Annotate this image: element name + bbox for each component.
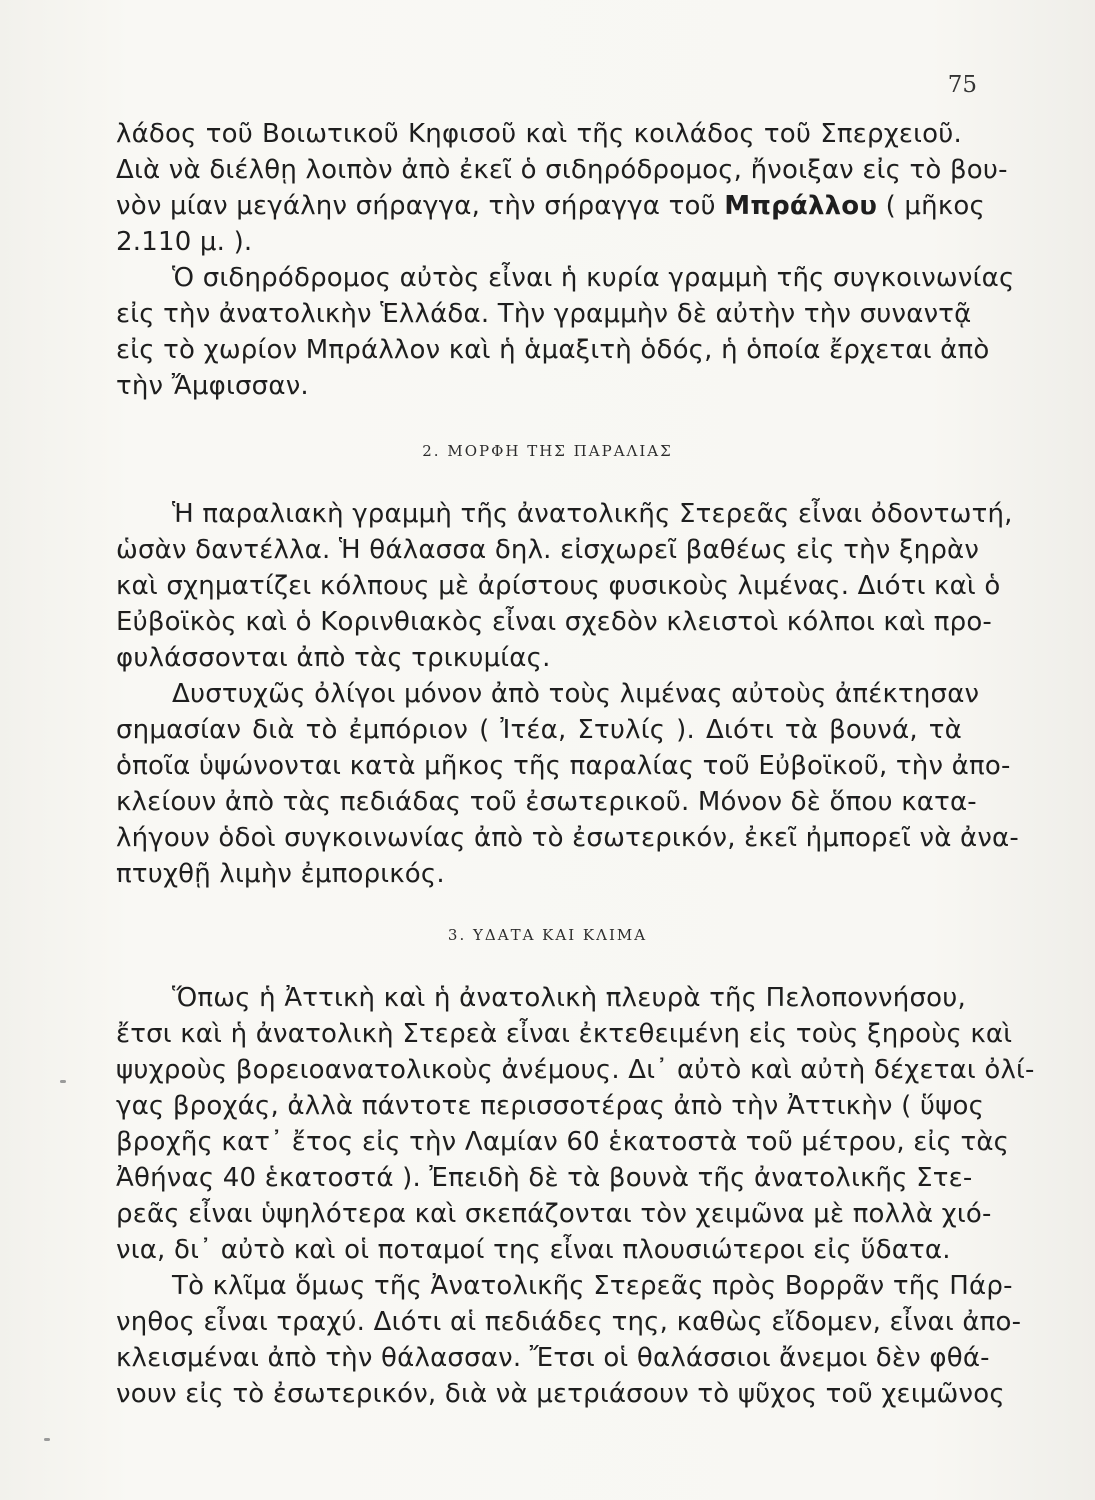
text-line: Εὐβοϊκὸς καὶ ὁ Κορινθιακὸς εἶναι σχεδὸν κλειστοὶ κόλποι καὶ προ- [116, 607, 993, 637]
text-line: 2.110 μ. ). [116, 227, 253, 257]
text-line: Διὰ νὰ διέλθῃ λοιπὸν ἀπὸ ἐκεῖ ὁ σιδηρόδρομος, ἤνοιξαν εἰς τὸ βου- [116, 155, 1008, 185]
bold-name: Μπράλλου [724, 191, 878, 221]
text-line: τὴν Ἄμφισσαν. [116, 371, 309, 401]
text-line: γας βροχάς, ἀλλὰ πάντοτε περισσοτέρας ἀπὸ τὴν Ἀττικὴν ( ὕψος [116, 1091, 985, 1121]
text-line: Ἀθήνας 40 ἑκατοστά ). Ἐπειδὴ δὲ τὰ βουνὰ τῆς ἀνατολικῆς Στε- [116, 1163, 973, 1193]
text-line: ἔτσι καὶ ἡ ἀνατολικὴ Στερεὰ εἶναι ἐκτεθειμένη εἰς τοὺς ξηροὺς καὶ [116, 1019, 1013, 1049]
text-line: ψυχροὺς βορειοανατολικοὺς ἀνέμους. Δι᾽ αὐτὸ καὶ αὐτὴ δέχεται ὀλί- [116, 1055, 1035, 1085]
text-line: πτυχθῇ λιμὴν ἐμπορικός. [116, 859, 445, 889]
text-line: εἰς τὸ χωρίον Μπράλλον καὶ ἡ ἁμαξιτὴ ὁδός, ἡ ὁποία ἔρχεται ἀπὸ [116, 335, 990, 365]
margin-speck [60, 1080, 66, 1083]
text-line: νουν εἰς τὸ ἐσωτερικόν, διὰ νὰ μετριάσουν τὸ ψῦχος τοῦ χειμῶνος [116, 1379, 1005, 1409]
section-heading: 3. ΥΔΑΤΑ ΚΑΙ ΚΛΙΜΑ [447, 926, 648, 944]
text-line: ὡσὰν δαντέλλα. Ἡ θάλασσα δηλ. εἰσχωρεῖ βαθέως εἰς τὴν ξηρὰν [116, 535, 980, 565]
section-heading: 2. ΜΟΡΦΗ ΤΗΣ ΠΑΡΑΛΙΑΣ [422, 442, 673, 460]
text-line: κλείουν ἀπὸ τὰς πεδιάδας τοῦ ἐσωτερικοῦ. Μόνον δὲ ὅπου κατα- [116, 787, 977, 817]
text-line: νια, δι᾽ αὐτὸ καὶ οἱ ποταμοί της εἶναι πλουσιώτεροι εἰς ὕδατα. [116, 1235, 951, 1265]
text-line: νηθος εἶναι τραχύ. Διότι αἱ πεδιάδες της, καθὼς εἴδομεν, εἶναι ἀπο- [116, 1307, 1022, 1337]
text-line: Δυστυχῶς ὀλίγοι μόνον ἀπὸ τοὺς λιμένας αὐτοὺς ἀπέκτησαν [172, 679, 980, 709]
text-line: εἰς τὴν ἀνατολικὴν Ἑλλάδα. Τὴν γραμμὴν δὲ αὐτὴν τὴν συναντᾷ [116, 299, 972, 329]
text-line: βροχῆς κατ᾽ ἔτος εἰς τὴν Λαμίαν 60 ἑκατοστὰ τοῦ μέτρου, εἰς τὰς [116, 1127, 1010, 1157]
text-fragment: ( μῆκος [885, 191, 985, 221]
text-line: Τὸ κλῖμα ὅμως τῆς Ἀνατολικῆς Στερεᾶς πρὸς Βορρᾶν τῆς Πάρ- [172, 1271, 1013, 1301]
text-line: Ὅπως ἡ Ἀττικὴ καὶ ἡ ἀνατολικὴ πλευρὰ τῆς Πελοποννήσου, [172, 983, 966, 1013]
text-line [116, 190, 985, 222]
text-line: σημασίαν διὰ τὸ ἐμπόριον ( Ἰτέα, Στυλίς ). Διότι τὰ βουνά, τὰ [116, 715, 962, 745]
text-line: Ὁ σιδηρόδρομος αὐτὸς εἶναι ἡ κυρία γραμμὴ τῆς συγκοινωνίας [172, 263, 1015, 293]
text-line: ρεᾶς εἶναι ὑψηλότερα καὶ σκεπάζονται τὸν χειμῶνα μὲ πολλὰ χιό- [116, 1199, 992, 1229]
text-line: ὁποῖα ὑψώνονται κατὰ μῆκος τῆς παραλίας τοῦ Εὐβοϊκοῦ, τὴν ἀπο- [116, 751, 1011, 781]
text-line: λήγουν ὁδοὶ συγκοινωνίας ἀπὸ τὸ ἐσωτερικόν, ἐκεῖ ἠμπορεῖ νὰ ἀνα- [116, 823, 1019, 853]
text-line: φυλάσσονται ἀπὸ τὰς τρικυμίας. [116, 643, 551, 673]
text-line: Ἡ παραλιακὴ γραμμὴ τῆς ἀνατολικῆς Στερεᾶς εἶναι ὀδοντωτή, [172, 499, 1013, 529]
text-line: καὶ σχηματίζει κόλπους μὲ ἀρίστους φυσικοὺς λιμένας. Διότι καὶ ὁ [116, 571, 1001, 601]
text-line: κλεισμέναι ἀπὸ τὴν θάλασσαν. Ἔτσι οἱ θαλάσσιοι ἄνεμοι δὲν φθά- [116, 1343, 990, 1373]
margin-speck [44, 1438, 50, 1441]
page-number: 75 [947, 72, 977, 98]
text-line: λάδος τοῦ Βοιωτικοῦ Κηφισοῦ καὶ τῆς κοιλάδος τοῦ Σπερχειοῦ. [116, 119, 962, 149]
text-fragment: νὸν μίαν μεγάλην σήραγγα, τὴν σήραγγα τοῦ [116, 191, 716, 221]
